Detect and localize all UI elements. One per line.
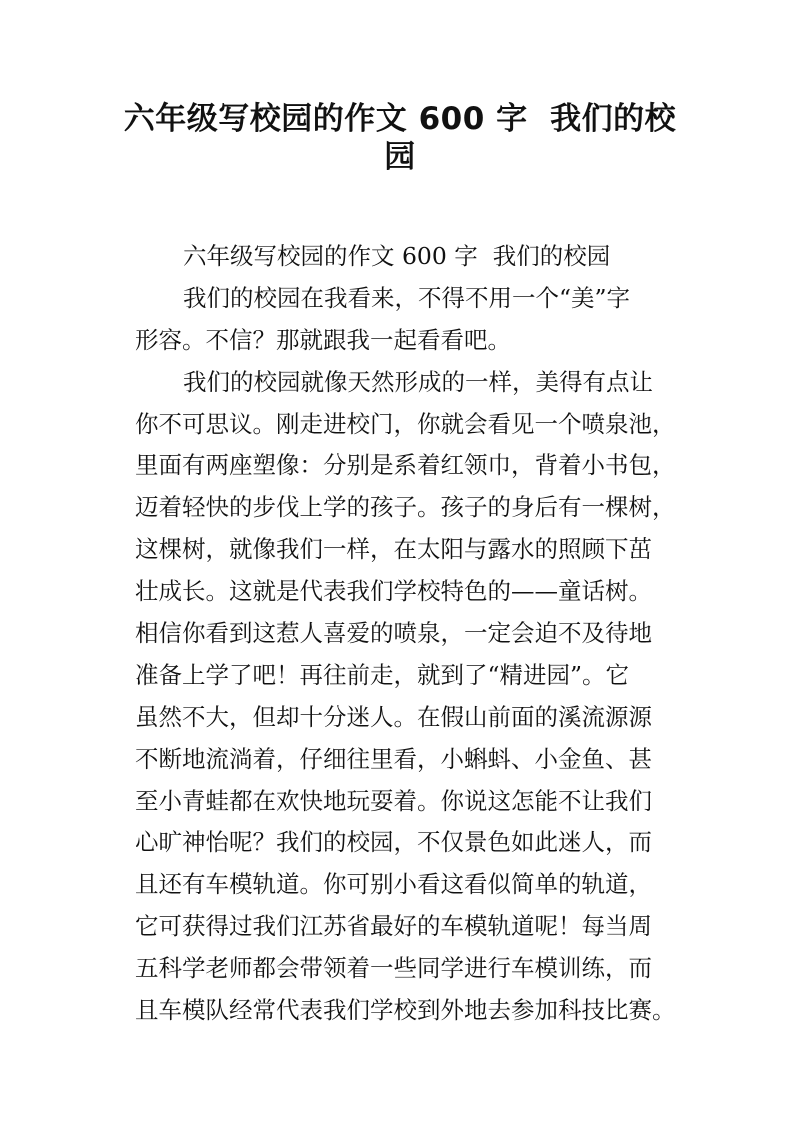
paragraph-line: 准备上学了吧！再往前走，就到了“精进园”。它: [135, 660, 630, 689]
document-body: [135, 236, 735, 1032]
paragraph-line: 壮成长。这就是代表我们学校特色的——童话树。: [135, 577, 652, 606]
paragraph-line: 不断地流淌着，仔细往里看，小蝌蚪、小金鱼、甚: [135, 744, 652, 773]
paragraph-line: 且车模队经常代表我们学校到外地去参加科技比赛。: [135, 996, 676, 1025]
paragraph-line: 至小青蛙都在欢快地玩耍着。你说这怎能不让我们: [135, 786, 652, 815]
paragraph-line: 我们的校园在我看来，不得不用一个“美”字: [183, 283, 631, 312]
title-line: 六年级写校园的作文 600 字 我们的校: [123, 101, 677, 137]
paragraph-line: 我们的校园就像天然形成的一样，美得有点让: [183, 367, 653, 396]
paragraph-line: 迈着轻快的步伐上学的孩子。孩子的身后有一棵树，: [135, 493, 676, 522]
paragraph-line: 相信你看到这惹人喜爱的喷泉，一定会迫不及待地: [135, 619, 652, 648]
paragraph-line: 里面有两座塑像：分别是系着红领巾，背着小书包，: [135, 451, 676, 480]
title-line: 园: [384, 139, 416, 175]
paragraph-line: 虽然不大，但却十分迷人。在假山前面的溪流源源: [135, 702, 652, 731]
document-title: [100, 100, 700, 176]
paragraph-line: 你不可思议。刚走进校门，你就会看见一个喷泉池，: [135, 409, 676, 438]
paragraph-line: 且还有车模轨道。你可别小看这看似简单的轨道，: [135, 870, 652, 899]
paragraph-line: 这棵树，就像我们一样，在太阳与露水的照顾下茁: [135, 535, 652, 564]
paragraph-line: 形容。不信？那就跟我一起看看吧。: [135, 325, 511, 354]
paragraph-line: 心旷神怡呢？我们的校园，不仅景色如此迷人，而: [135, 828, 652, 857]
subtitle-line: 六年级写校园的作文 600 字 我们的校园: [183, 242, 611, 270]
paragraph-line: 五科学老师都会带领着一些同学进行车模训练，而: [135, 954, 652, 983]
paragraph-line: 它可获得过我们江苏省最好的车模轨道呢！每当周: [135, 912, 652, 941]
